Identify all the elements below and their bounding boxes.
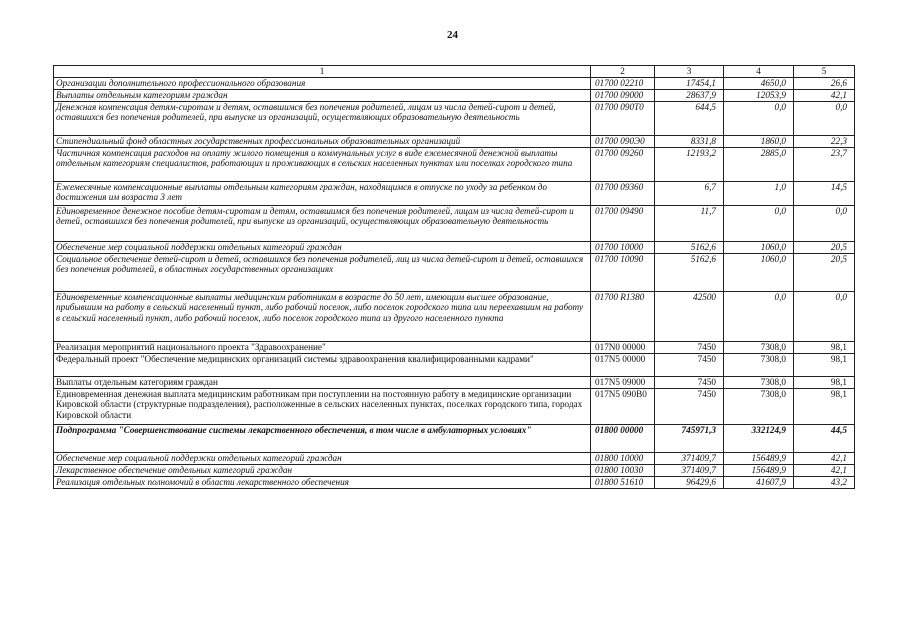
row-name-cell: Социальное обеспечение детей-сирот и детей, оставшихся без попечения родителей, лиц из числа детей-сирот и детей, оставшихся без попечения родителей, в областных государственных организациях	[54, 253, 591, 291]
row-name-cell: Организации дополнительного профессионального образования	[54, 77, 591, 89]
column-header: 1	[54, 66, 591, 78]
page-number: 24	[447, 29, 458, 41]
row-col3-cell: 371409,7	[655, 464, 724, 476]
row-name-cell: Лекарственное обеспечение отдельных категорий граждан	[54, 464, 591, 476]
row-name-cell: Единовременные компенсационные выплаты медицинским работникам в возрасте до 50 лет, имеющим высшее образование, прибывшим на работу в сельский населенный пункт, либо рабочий поселок, либо поселок городского типа или переехавшим на работу в сельский населенный пункт, либо рабочий поселок, либо поселок городского типа из другого населенного пункта	[54, 291, 591, 341]
row-code-cell: 01700 02210	[591, 77, 655, 89]
row-col5-cell: 14,5	[794, 181, 855, 205]
row-name-cell: Обеспечение мер социальной поддержки отдельных категорий граждан	[54, 452, 591, 464]
row-col4-cell: 332124,9	[724, 424, 794, 452]
table-row	[54, 147, 855, 181]
row-col5-cell: 26,6	[794, 77, 855, 89]
row-name-cell: Федеральный проект "Обеспечение медицинских организаций системы здравоохранения квалифицированными кадрами"	[54, 353, 591, 376]
row-col3-cell: 7450	[655, 341, 724, 353]
table-row	[54, 388, 855, 424]
row-col3-cell: 96429,6	[655, 476, 724, 488]
table-row	[54, 241, 855, 253]
row-col4-cell: 156489,9	[724, 452, 794, 464]
row-col4-cell: 2885,0	[724, 147, 794, 181]
row-col3-cell: 371409,7	[655, 452, 724, 464]
row-name-cell: Единовременное денежное пособие детям-сиротам и детям, оставшимся без попечения родителей, лицам из числа детей-сирот и детей, оставшихся без попечения родителей, при выпуске из организаций, осуществляющих образовательную деятельность	[54, 205, 591, 241]
column-header: 3	[655, 66, 724, 78]
row-col4-cell: 41607,9	[724, 476, 794, 488]
row-col4-cell: 1060,0	[724, 241, 794, 253]
row-col3-cell: 6,7	[655, 181, 724, 205]
row-col5-cell: 23,7	[794, 147, 855, 181]
row-code-cell: 01700 09360	[591, 181, 655, 205]
row-col4-cell: 1,0	[724, 181, 794, 205]
row-name-cell: Частичная компенсация расходов на оплату жилого помещения и коммунальных услуг в виде ежемесячной денежной выплаты отдельным категориям специалистов, работающих и проживающих в сельских населенных пунктах или поселках городского типа	[54, 147, 591, 181]
row-code-cell: 01700 09260	[591, 147, 655, 181]
row-name-cell: Реализация мероприятий национального проекта "Здравоохранение"	[54, 341, 591, 353]
row-name-cell: Выплаты отдельным категориям граждан	[54, 89, 591, 101]
column-header: 4	[724, 66, 794, 78]
row-col3-cell: 7450	[655, 376, 724, 388]
column-header: 2	[591, 66, 655, 78]
row-col4-cell: 7308,0	[724, 376, 794, 388]
table-header-row	[54, 66, 855, 78]
row-col5-cell: 98,1	[794, 388, 855, 424]
row-col5-cell: 20,5	[794, 241, 855, 253]
row-col3-cell: 28637,9	[655, 89, 724, 101]
row-code-cell: 01700 10000	[591, 241, 655, 253]
table-row	[54, 476, 855, 488]
table-row	[54, 341, 855, 353]
table-row	[54, 205, 855, 241]
row-col5-cell: 98,1	[794, 353, 855, 376]
row-code-cell: 01700 10090	[591, 253, 655, 291]
row-col4-cell: 0,0	[724, 101, 794, 135]
row-col5-cell: 42,1	[794, 464, 855, 476]
table-row	[54, 353, 855, 376]
row-col3-cell: 12193,2	[655, 147, 724, 181]
table-row	[54, 101, 855, 135]
row-code-cell: 01700 090Э0	[591, 135, 655, 147]
row-col4-cell: 7308,0	[724, 341, 794, 353]
row-col4-cell: 12053,9	[724, 89, 794, 101]
row-col5-cell: 98,1	[794, 376, 855, 388]
row-col3-cell: 644,5	[655, 101, 724, 135]
row-col5-cell: 20,5	[794, 253, 855, 291]
row-code-cell: 017N5 00000	[591, 353, 655, 376]
row-code-cell: 01700 R1380	[591, 291, 655, 341]
table-row	[54, 135, 855, 147]
row-col3-cell: 42500	[655, 291, 724, 341]
row-col4-cell: 0,0	[724, 205, 794, 241]
row-col3-cell: 17454,1	[655, 77, 724, 89]
row-col5-cell: 42,1	[794, 89, 855, 101]
row-code-cell: 017N0 00000	[591, 341, 655, 353]
row-col4-cell: 1060,0	[724, 253, 794, 291]
row-col4-cell: 1860,0	[724, 135, 794, 147]
row-col3-cell: 7450	[655, 388, 724, 424]
row-name-cell: Единовременная денежная выплата медицинским работникам при поступлении на постоянную работу в медицинские организации Кировской области (структурные подразделения), расположенные в сельских населенных пунктах, поселках городского типа, городах Кировской области	[54, 388, 591, 424]
table-row	[54, 452, 855, 464]
row-col3-cell: 5162,6	[655, 241, 724, 253]
row-col5-cell: 44,5	[794, 424, 855, 452]
row-col4-cell: 7308,0	[724, 353, 794, 376]
row-code-cell: 01800 00000	[591, 424, 655, 452]
row-code-cell: 017N5 09000	[591, 376, 655, 388]
row-col3-cell: 8331,8	[655, 135, 724, 147]
row-name-cell: Стипендиальный фонд областных государственных профессиональных образовательных организаций	[54, 135, 591, 147]
row-col4-cell: 0,0	[724, 291, 794, 341]
row-col3-cell: 745971,3	[655, 424, 724, 452]
row-col5-cell: 0,0	[794, 291, 855, 341]
table-row	[54, 424, 855, 452]
row-name-cell: Ежемесячные компенсационные выплаты отдельным категориям граждан, находящимся в отпуске по уходу за ребенком до достижения им возраста 3 лет	[54, 181, 591, 205]
row-col5-cell: 98,1	[794, 341, 855, 353]
table-row	[54, 77, 855, 89]
row-col5-cell: 0,0	[794, 101, 855, 135]
row-col5-cell: 43,2	[794, 476, 855, 488]
row-col5-cell: 42,1	[794, 452, 855, 464]
row-code-cell: 01800 10000	[591, 452, 655, 464]
row-col3-cell: 7450	[655, 353, 724, 376]
row-code-cell: 01700 090Т0	[591, 101, 655, 135]
row-name-cell: Денежная компенсация детям-сиротам и детям, оставшимся без попечения родителей, лицам из числа детей-сирот и детей, оставшихся без попечения родителей, при выпуске из организаций, осуществляющих образовательную деятельность	[54, 101, 591, 135]
table-row	[54, 376, 855, 388]
budget-table	[53, 65, 855, 489]
row-col4-cell: 4650,0	[724, 77, 794, 89]
row-name-cell: Обеспечение мер социальной поддержки отдельных категорий граждан	[54, 241, 591, 253]
row-col4-cell: 156489,9	[724, 464, 794, 476]
row-name-cell: Выплаты отдельным категориям граждан	[54, 376, 591, 388]
table-row	[54, 253, 855, 291]
table-row	[54, 291, 855, 341]
row-name-cell: Реализация отдельных полномочий в области лекарственного обеспечения	[54, 476, 591, 488]
row-col3-cell: 11,7	[655, 205, 724, 241]
table-row	[54, 89, 855, 101]
table-row	[54, 181, 855, 205]
row-code-cell: 01700 09490	[591, 205, 655, 241]
row-name-cell: Подпрограмма "Совершенствование системы лекарственного обеспечения, в том числе в амбулаторных условиях"	[54, 424, 591, 452]
row-code-cell: 01700 09000	[591, 89, 655, 101]
row-code-cell: 017N5 090В0	[591, 388, 655, 424]
row-col3-cell: 5162,6	[655, 253, 724, 291]
table-row	[54, 464, 855, 476]
row-code-cell: 01800 10030	[591, 464, 655, 476]
row-col5-cell: 0,0	[794, 205, 855, 241]
row-code-cell: 01800 51610	[591, 476, 655, 488]
row-col4-cell: 7308,0	[724, 388, 794, 424]
column-header: 5	[794, 66, 855, 78]
row-col5-cell: 22,3	[794, 135, 855, 147]
